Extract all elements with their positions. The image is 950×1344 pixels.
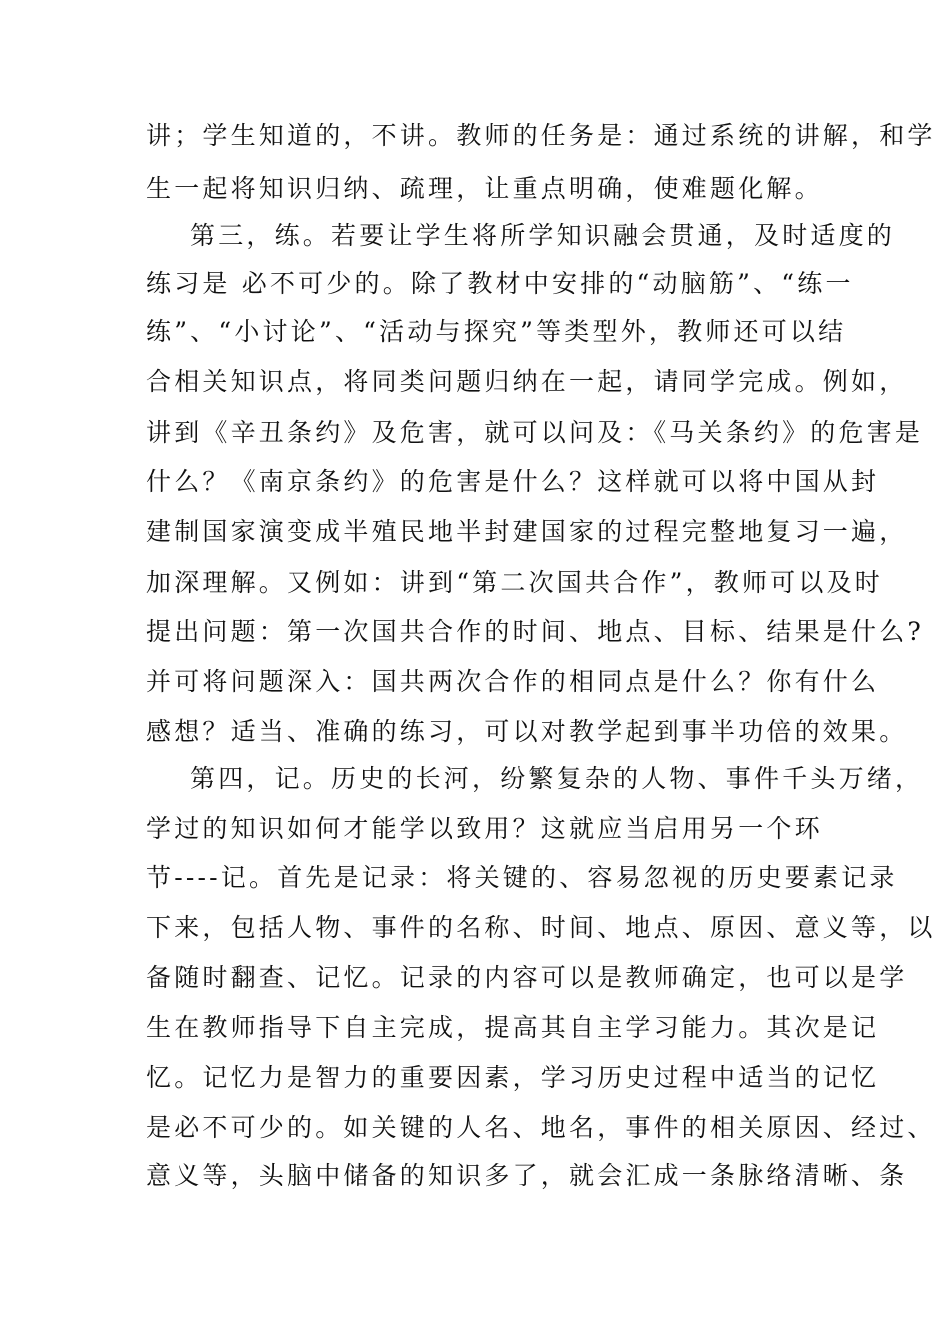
text-line: 生在教师指导下自主完成，提高其自主学习能力。其次是记	[146, 1013, 880, 1042]
text-line: 意义等，头脑中储备的知识多了，就会汇成一条脉络清晰、条	[146, 1161, 908, 1190]
text-line: 合相关知识点，将同类问题归纳在一起，请同学完成。例如，	[146, 367, 908, 396]
text-line: 备随时翻查、记忆。记录的内容可以是教师确定，也可以是学	[146, 963, 908, 992]
text-line: 忆。记忆力是智力的重要因素，学习历史过程中适当的记忆	[146, 1063, 880, 1092]
text-line: 练习是 必不可少的。除了教材中安排的“动脑筋”、“练一	[146, 269, 854, 298]
text-line: 提出问题：第一次国共合作的时间、地点、目标、结果是什么?	[146, 617, 925, 646]
paragraph-line: 第四，记。历史的长河，纷繁复杂的人物、事件千头万绪，	[190, 764, 924, 793]
text-line: 是必不可少的。如关键的人名、地名，事件的相关原因、经过、	[146, 1113, 936, 1142]
text-line: 讲到《辛丑条约》及危害，就可以问及：《马关条约》的危害是	[146, 418, 924, 447]
text-line: 什么？《南京条约》的危害是什么？这样就可以将中国从封	[146, 467, 880, 496]
text-line: 讲；学生知道的，不讲。教师的任务是：通过系统的讲解，和学	[146, 121, 936, 150]
paragraph-line: 第三，练。若要让学生将所学知识融会贯通，及时适度的	[190, 221, 896, 250]
text-line: 节----记。首先是记录：将关键的、容易忽视的历史要素记录	[146, 863, 898, 892]
text-line: 生一起将知识归纳、疏理，让重点明确，使难题化解。	[146, 174, 823, 203]
text-line: 建制国家演变成半殖民地半封建国家的过程完整地复习一遍，	[146, 517, 908, 546]
text-line: 练”、“小讨论”、“活动与探究”等类型外，教师还可以结	[146, 317, 847, 346]
text-line: 感想？适当、准确的练习，可以对教学起到事半功倍的效果。	[146, 717, 908, 746]
text-line: 并可将问题深入：国共两次合作的相同点是什么？你有什么	[146, 667, 880, 696]
text-line: 下来，包括人物、事件的名称、时间、地点、原因、意义等，以	[146, 913, 936, 942]
text-line: 加深理解。又例如：讲到“第二次国共合作”，教师可以及时	[146, 568, 883, 597]
text-line: 学过的知识如何才能学以致用？这就应当启用另一个环	[146, 814, 823, 843]
